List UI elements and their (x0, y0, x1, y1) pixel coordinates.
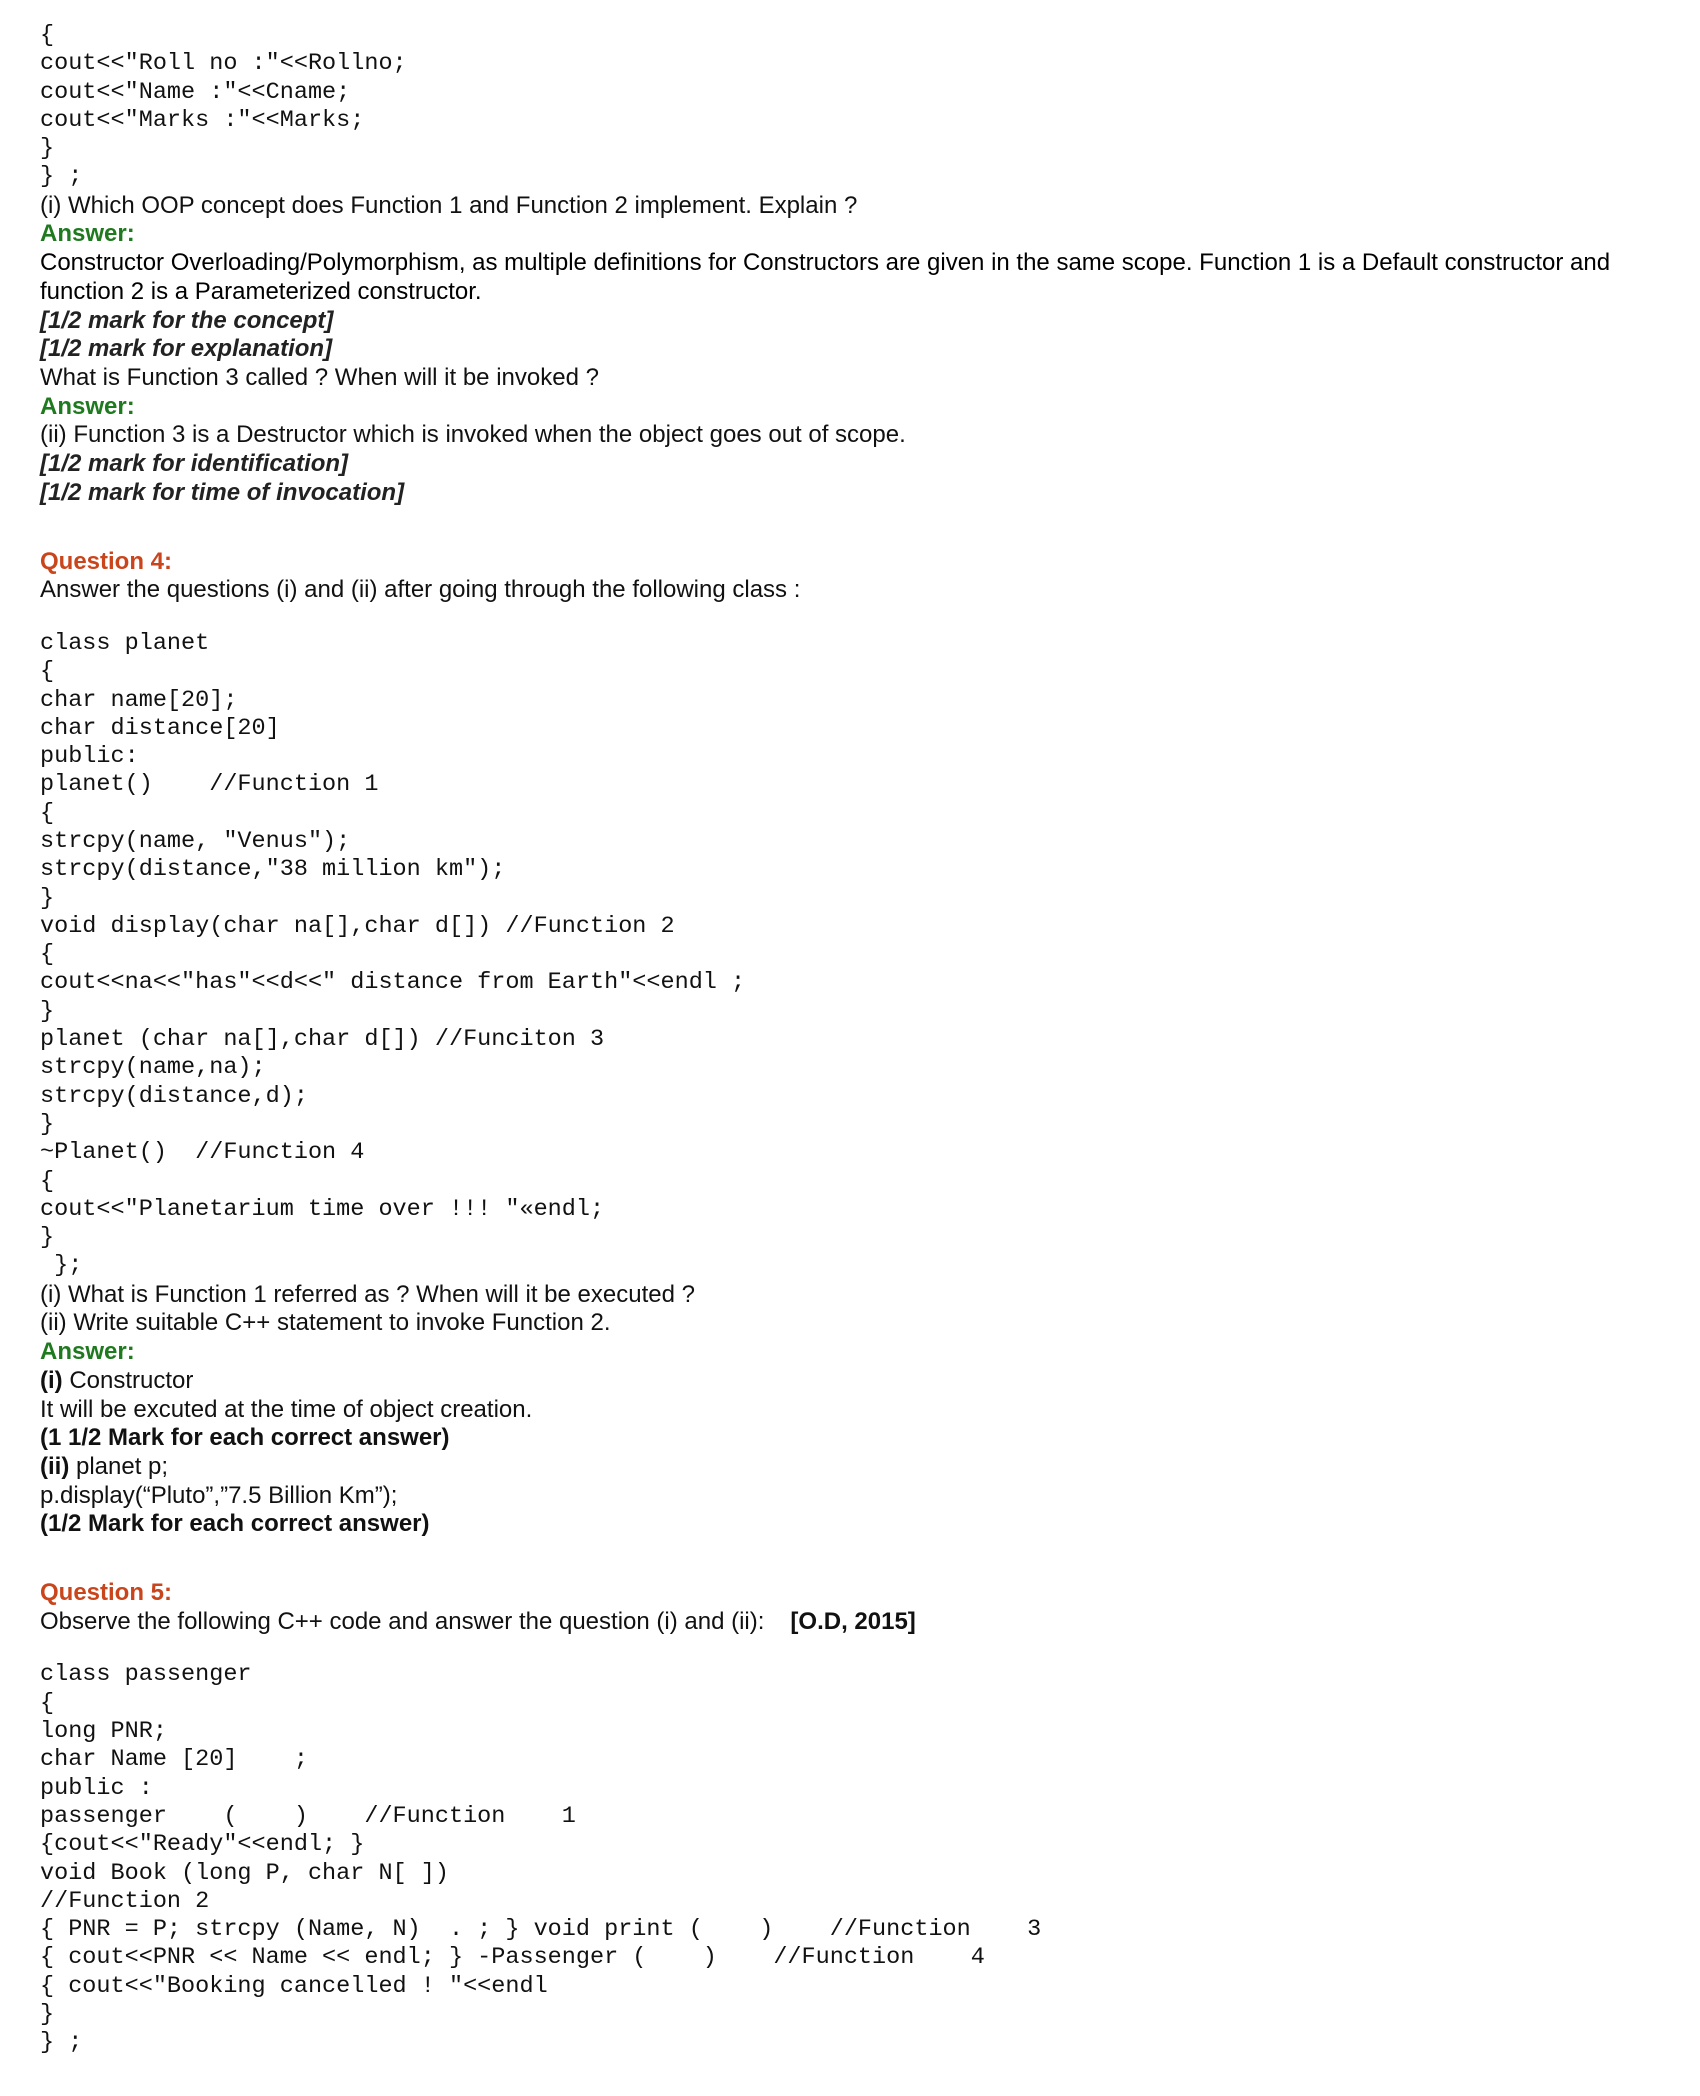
code-line: char distance[20] (40, 714, 280, 742)
mark-note: [1/2 mark for the concept] (40, 306, 334, 334)
code-line: void display(char na[],char d[]) //Function 2 (40, 912, 675, 940)
answer-part-label: (ii) (40, 1452, 70, 1480)
code-line: } ; (40, 2029, 83, 2057)
mark-note: [1/2 mark for time of invocation] (40, 478, 405, 506)
q3-part2-question: What is Function 3 called ? When will it be invoked ? (40, 364, 599, 391)
question-intro: Answer the questions (i) and (ii) after going through the following class : (40, 576, 801, 604)
question-heading: Question 5: (40, 1579, 173, 1607)
code-line: planet (char na[],char d[]) //Funciton 3 (40, 1026, 605, 1054)
q4-answer-ii-code: p.display(“Pluto”,”7.5 Billion Km”); (40, 1481, 398, 1509)
exam-reference: [O.D, 2015] (790, 1607, 916, 1635)
question-heading: Question 4: (40, 547, 173, 575)
code-line: //Function 2 (40, 1887, 210, 1915)
answer-part-text: Constructor (62, 1366, 194, 1394)
code-line: { (40, 941, 55, 969)
code-line: strcpy(distance,d); (40, 1082, 308, 1110)
code-line: void Book (long P, char N[ ]) (40, 1859, 449, 1887)
mark-note: (1 1/2 Mark for each correct answer) (40, 1424, 450, 1452)
code-line: class planet (40, 629, 210, 657)
code-line: cout<<"Planetarium time over !!! "«endl; (40, 1195, 605, 1223)
code-line: passenger ( ) //Function 1 (40, 1802, 576, 1830)
code-line: long PNR; (40, 1718, 167, 1746)
code-line: { cout<<PNR << Name << endl; } -Passenger ( ) //Function 4 (40, 1944, 985, 1972)
code-line: }; (40, 1252, 83, 1280)
code-line: {cout<<"Ready"<<endl; } (40, 1831, 365, 1859)
answer-part-text: planet p; (69, 1452, 169, 1480)
code-line: } (40, 884, 55, 912)
code-block-passenger (40, 1661, 1670, 2057)
code-line: } ; (40, 163, 83, 191)
code-line: char Name [20] ; (40, 1746, 308, 1774)
q4-question-i: (i) What is Function 1 referred as ? When will it be executed ? (40, 1280, 695, 1308)
answer-label: Answer: (40, 220, 135, 248)
answer-part-label: (i) (40, 1366, 63, 1394)
document-page (40, 22, 1670, 2058)
code-line: { (40, 1167, 55, 1195)
spacer (40, 1539, 1670, 1579)
mark-note: (1/2 Mark for each correct answer) (40, 1510, 430, 1538)
code-line: class passenger (40, 1661, 252, 1689)
q3-part1-question: (i) Which OOP concept does Function 1 and Function 2 implement. Explain ? (40, 191, 858, 219)
code-line: char name[20]; (40, 686, 238, 714)
code-line: cout<<"Name :"<<Cname; (40, 78, 351, 106)
q4-answer-i-detail: It will be excuted at the time of object creation. (40, 1395, 533, 1423)
code-line: } (40, 1224, 55, 1252)
q4-answer-i (40, 1367, 1670, 1396)
spacer (40, 1636, 1670, 1661)
answer-label: Answer: (40, 1338, 135, 1366)
code-line: strcpy(name, "Venus"); (40, 828, 351, 855)
question-intro-text: Observe the following C++ code and answer the question (i) and (ii): (40, 1607, 765, 1635)
code-line: { cout<<"Booking cancelled ! "<<endl (40, 1972, 548, 2000)
code-line: } (40, 997, 55, 1025)
question-intro (40, 1608, 1670, 1637)
q4-question-ii: (ii) Write suitable C++ statement to invoke Function 2. (40, 1309, 611, 1337)
code-line: strcpy(distance,"38 million km"); (40, 856, 506, 884)
mark-note: [1/2 mark for identification] (40, 450, 349, 478)
spacer (40, 605, 1670, 630)
spacer (40, 508, 1670, 548)
code-block-planet (40, 630, 1670, 1281)
code-line: public : (40, 1774, 153, 1802)
q3-part1-answer: Constructor Overloading/Polymorphism, as multiple definitions for Constructors are given in the same scope. Function 1 is a Default constructor and function 2 is a Parameterized constructor. (40, 249, 1611, 305)
code-line: cout<<na<<"has"<<d<<" distance from Earth"<<endl ; (40, 969, 746, 997)
code-line: cout<<"Marks :"<<Marks; (40, 106, 365, 134)
code-line: planet() //Function 1 (40, 771, 379, 799)
code-line: public: (40, 743, 139, 771)
code-line: strcpy(name,na); (40, 1054, 266, 1082)
code-line: } (40, 2001, 55, 2029)
mark-note: [1/2 mark for explanation] (40, 335, 333, 363)
code-line: cout<<"Roll no :"<<Rollno; (40, 50, 407, 78)
q3-part2-answer: (ii) Function 3 is a Destructor which is invoked when the object goes out of scope. (40, 421, 906, 449)
code-line: ~Planet() //Function 4 (40, 1139, 365, 1167)
code-line: { PNR = P; strcpy (Name, N) . ; } void print ( ) //Function 3 (40, 1916, 1042, 1944)
code-block-top (40, 22, 1670, 192)
answer-label: Answer: (40, 392, 135, 420)
code-line: { (40, 1689, 55, 1717)
code-line: { (40, 799, 55, 827)
code-line: { (40, 658, 55, 686)
code-line: { (40, 22, 55, 49)
q4-answer-ii (40, 1453, 1670, 1482)
code-line: } (40, 1110, 55, 1138)
code-line: } (40, 135, 55, 163)
